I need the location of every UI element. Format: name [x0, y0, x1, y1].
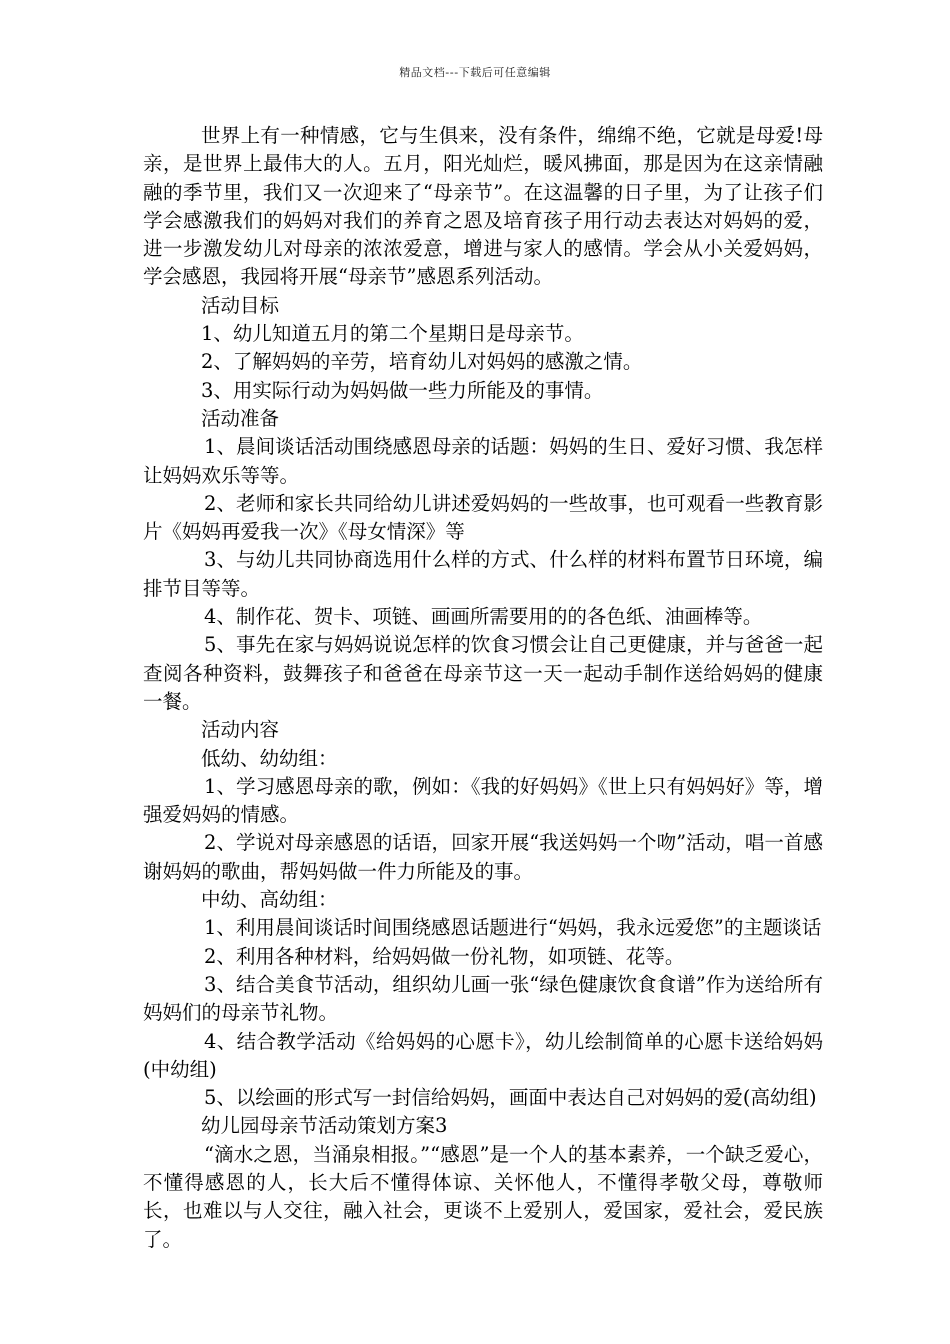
intro-paragraph: 世界上有一种情感，它与生俱来，没有条件，绵绵不绝，它就是母爱!母亲，是世界上最伟大的人。五月，阳光灿烂，暖风拂面，那是因为在这亲情融融的季节里，我们又一次迎来了“母亲节”。在这温馨的日子里，为了让孩子们学会感激我们的妈妈对我们的养育之恩及培育孩子用行动去表达对妈妈的爱，进一步激发幼儿对母亲的浓浓爱意，增进与家人的感情。学会从小关爱妈妈，学会感恩，我园将开展“母亲节”感恩系列活动。: [143, 124, 823, 289]
preparation-item: 1、晨间谈话活动围绕感恩母亲的话题：妈妈的生日、爱好习惯、我怎样让妈妈欢乐等等。: [143, 435, 823, 487]
plan3-paragraph: “滴水之恩，当涌泉相报。”“感恩”是一个人的基本素养，一个缺乏爱心，不懂得感恩的人，长大后不懂得体谅、关怀他人，不懂得孝敬父母，尊敬师长，也难以与人交往，融入社会，更谈不上爱别人，爱国家，爱社会，爱民族了。: [143, 1142, 823, 1251]
preparation-item: 2、老师和家长共同给幼儿讲述爱妈妈的一些故事，也可观看一些教育影片《妈妈再爱我一次》《母女情深》等: [143, 491, 823, 544]
section-heading-plan3: 幼儿园母亲节活动策划方案3: [201, 1114, 448, 1138]
document-body: [143, 122, 823, 1254]
preparation-item: 4、制作花、贺卡、项链、画画所需要用的的各色纸、油画棒等。: [204, 605, 763, 629]
section-heading-content: 活动内容: [201, 718, 280, 742]
content-item: 2、利用各种材料，给妈妈做一份礼物，如项链、花等。: [204, 944, 685, 968]
page-header: 精品文档---下载后可任意编辑: [399, 66, 551, 79]
group-heading-senior: 中幼、高幼组：: [201, 888, 338, 912]
goal-item: 2、了解妈妈的辛劳，培育幼儿对妈妈的感激之情。: [201, 350, 643, 374]
group-heading-junior: 低幼、幼幼组：: [201, 746, 338, 770]
section-heading-goals: 活动目标: [201, 293, 280, 317]
content-item: 2、学说对母亲感恩的话语，回家开展“我送妈妈一个吻”活动，唱一首感谢妈妈的歌曲，帮妈妈做一件力所能及的事。: [143, 831, 823, 883]
goal-item: 3、用实际行动为妈妈做一些力所能及的事情。: [201, 378, 604, 402]
content-item: 1、利用晨间谈话时间围绕感恩话题进行“妈妈，我永远爱您”的主题谈话: [204, 916, 822, 940]
content-item: 4、结合教学活动《给妈妈的心愿卡》，幼儿绘制简单的心愿卡送给妈妈(中幼组): [143, 1029, 823, 1081]
goal-item: 1、幼儿知道五月的第二个星期日是母亲节。: [201, 322, 584, 346]
content-item: 3、结合美食节活动，组织幼儿画一张“绿色健康饮食食谱”作为送给所有妈妈们的母亲节礼物。: [143, 972, 823, 1025]
content-item: 5、以绘画的形式写一封信给妈妈，画面中表达自己对妈妈的爱(高幼组): [204, 1086, 817, 1110]
preparation-item: 3、与幼儿共同协商选用什么样的方式、什么样的材料布置节日环境，编排节目等等。: [143, 548, 823, 600]
section-heading-preparation: 活动准备: [201, 406, 280, 430]
preparation-item: 5、事先在家与妈妈说说怎样的饮食习惯会让自己更健康，并与爸爸一起查阅各种资料，鼓舞孩子和爸爸在母亲节这一天一起动手制作送给妈妈的健康一餐。: [143, 633, 823, 713]
content-item: 1、学习感恩母亲的歌，例如：《我的好妈妈》《世上只有妈妈好》等，增强爱妈妈的情感。: [143, 774, 823, 827]
